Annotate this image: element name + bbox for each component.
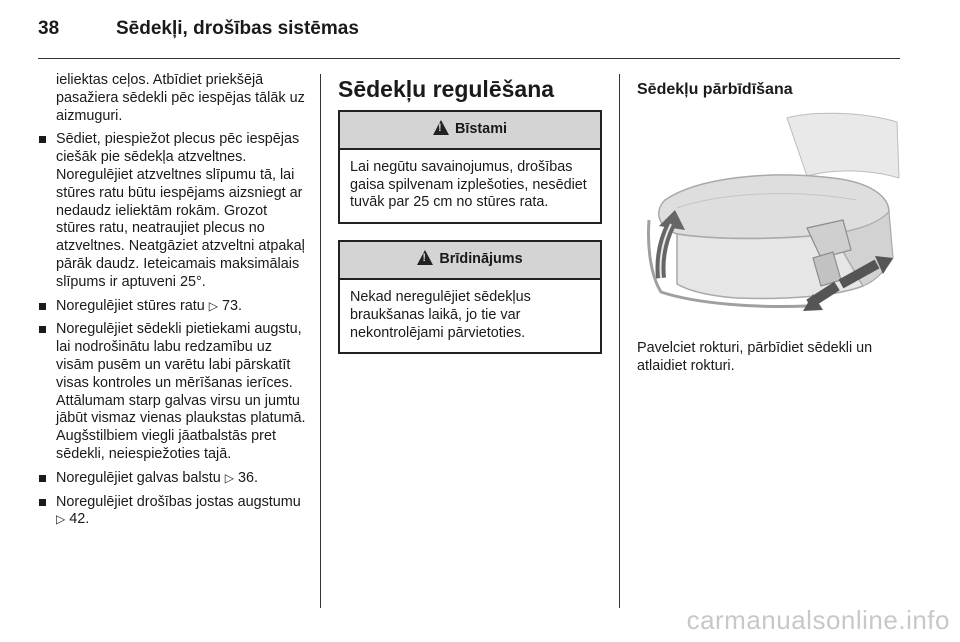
warning-label: Brīdinājums — [439, 251, 523, 268]
danger-notice-body: Lai negūtu savainojumus, drošības gaisa spilvenam izplešoties, nesēdiet tuvāk par 25 cm no stūres rata. — [350, 158, 587, 211]
bullet-text: Noregulējiet stūres ratu — [56, 297, 205, 314]
page-ref[interactable]: 73. — [222, 297, 243, 314]
page-ref[interactable]: 42. — [69, 511, 90, 528]
seat-adjust-illustration — [637, 108, 903, 320]
warning-triangle-icon — [417, 250, 433, 265]
column-3 — [637, 72, 905, 375]
bullet-item — [38, 321, 310, 463]
sub-heading: Sēdekļu pārbīdīšana — [637, 81, 793, 98]
page-ref-arrow-icon: ▷ — [208, 298, 219, 313]
warning-notice — [338, 240, 602, 354]
bullet-item — [38, 470, 310, 488]
bullet-text: Noregulējiet sēdekli pietiekami augstu, lai nodrošinātu labu redzamību uz visām pusēm un varētu labi pārskatīt visas kontroles un mērīšanas ierīces. Attālumam starp galvas virsu un jumtu jābūt vismaz vienas plaukstas platumā. Augšstilbiem viegli jāatbalstās pret sēdekli, neiespiežoties tajā. — [56, 321, 306, 462]
danger-label: Bīstami — [455, 121, 507, 137]
bullet-item — [38, 494, 310, 530]
intro-continuation: ieliektas ceļos. Atbīdiet priekšējā pasažiera sēdekli pēc iespējas tālāk uz aizmuguri. — [56, 72, 305, 124]
page-ref[interactable]: 36. — [238, 469, 259, 486]
page-ref-arrow-icon: ▷ — [56, 512, 66, 527]
bullet-text: Noregulējiet drošības jostas augstumu — [56, 493, 301, 510]
column-divider-1 — [320, 74, 321, 608]
header-rule — [38, 58, 900, 59]
page-ref-arrow-icon: ▷ — [224, 470, 235, 485]
bullet-item — [38, 131, 310, 291]
bullet-item — [38, 298, 310, 316]
column-1 — [38, 72, 310, 535]
warning-notice-body: Nekad neregulējiet sēdekļus braukšanas laikā, jo tie var nekontrolējami pārvietoties. — [350, 288, 531, 341]
section-heading: Sēdekļu regulēšana — [338, 76, 555, 102]
page-title: Sēdekļi, drošības sistēmas — [116, 18, 359, 39]
figure-caption: Pavelciet rokturi, pārbīdiet sēdekli un atlaidiet rokturi. — [637, 339, 873, 374]
danger-notice-header — [340, 112, 600, 150]
bullet-text: Noregulējiet galvas balstu — [56, 469, 221, 486]
column-divider-2 — [619, 74, 620, 608]
warning-triangle-icon — [433, 120, 449, 135]
danger-notice — [338, 110, 602, 224]
warning-notice-header — [340, 242, 600, 280]
page-number: 38 — [38, 18, 60, 39]
bullet-text: Sēdiet, piespiežot plecus pēc iespējas ciešāk pie sēdekļa atzveltnes. Noregulējiet atzveltnes slīpumu tā, lai stūres ratu būtu iespējams aizsniegt ar nedaudz ieliektām rokām. Grozot stūres ratu, neatraujiet plecus no atzveltnes. Neatgāziet atzveltni atpakaļ pārāk daudz. Ieteicamais maksimālais slīpums ir aptuveni 25°. — [56, 131, 305, 290]
column-2 — [338, 72, 602, 370]
watermark: carmanualsonline.info — [686, 605, 950, 635]
